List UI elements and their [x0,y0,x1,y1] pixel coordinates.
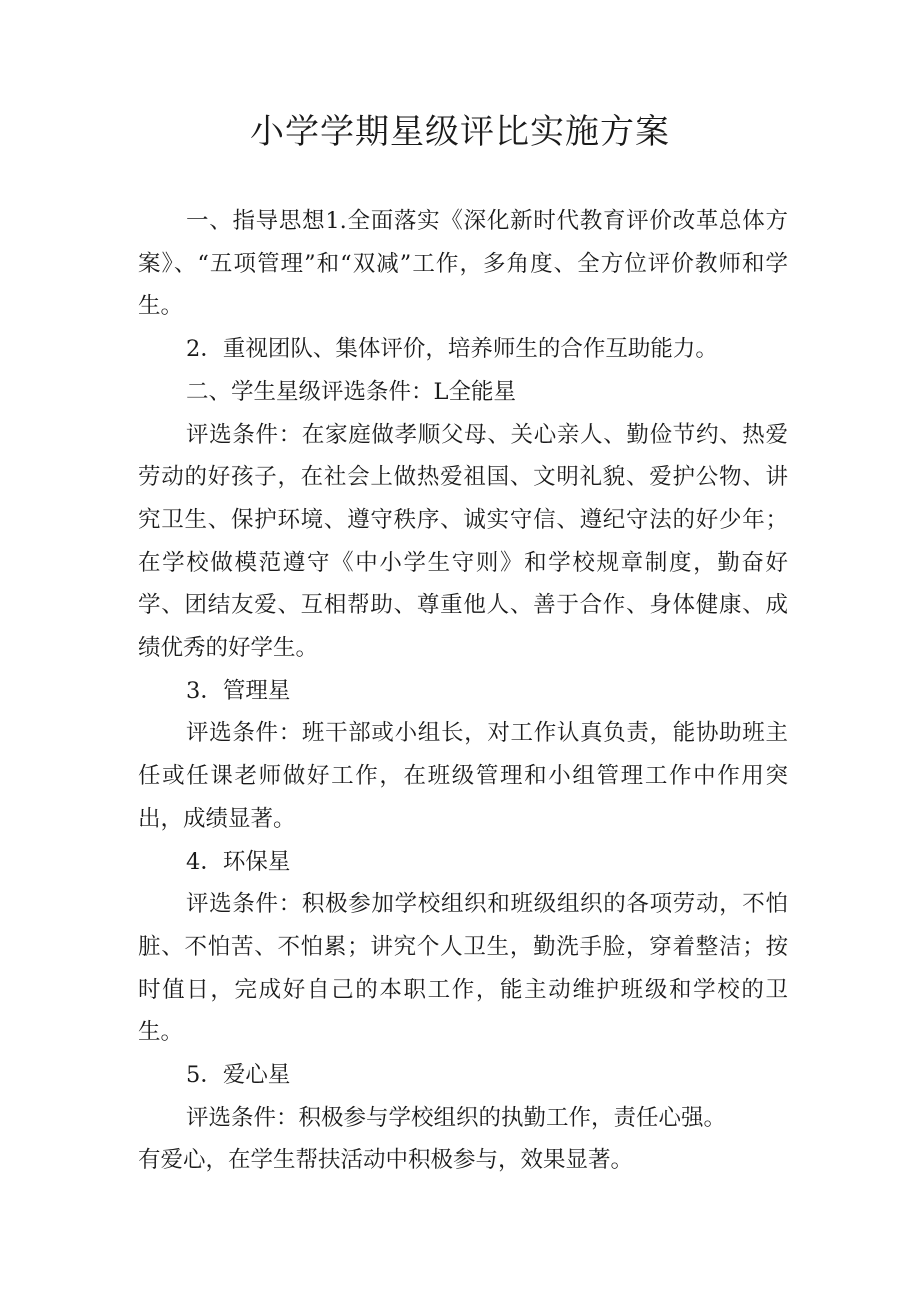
paragraph-caring-star-criteria: 评选条件：积极参与学校组织的执勤工作，责任心强。 [186,1104,727,1131]
paragraph-team-evaluation: 2．重视团队、集体评价，培养师生的合作互助能力。 [186,336,718,363]
document-title: 小学学期星级评比实施方案 [250,112,670,152]
paragraph-eco-star-heading: 4．环保星 [186,848,291,875]
paragraph-management-star-criteria: 评选条件：班干部或小组长，对工作认真负责，能协助班主任或任课老师做好工作，在班级管理和小组管理工作中作用突出，成绩显著。 [138,720,788,832]
document-body [138,200,788,1182]
paragraph-caring-star-heading: 5．爱心星 [186,1062,291,1089]
paragraph-all-round-star-criteria: 评选条件：在家庭做孝顺父母、关心亲人、勤俭节约、热爱劳动的好孩子，在社会上做热爱祖国、文明礼貌、爱护公物、讲究卫生、保护环境、遵守秩序、诚实守信、遵纪守法的好少年；在学校做模范遵守《中小学生守则》和学校规章制度，勤奋好学、团结友爱、互相帮助、尊重他人、善于合作、身体健康、成绩优秀的好学生。 [138,421,788,662]
paragraph-management-star-heading: 3．管理星 [186,677,291,704]
paragraph-eco-star-criteria: 评选条件：积极参加学校组织和班级组织的各项劳动，不怕脏、不怕苦、不怕累；讲究个人卫生，勤洗手脸，穿着整洁；按时值日，完成好自己的本职工作，能主动维护班级和学校的卫生。 [138,891,788,1046]
paragraph-caring-star-continuation: 有爱心，在学生帮扶活动中积极参与，效果显著。 [138,1147,634,1174]
paragraph-section-two-heading: 二、学生星级评选条件：L全能星 [186,378,516,405]
paragraph-guiding-thought: 一、指导思想1.全面落实《深化新时代教育评价改革总体方案》、“五项管理”和“双减”工作，多角度、全方位评价教师和学生。 [138,208,788,320]
